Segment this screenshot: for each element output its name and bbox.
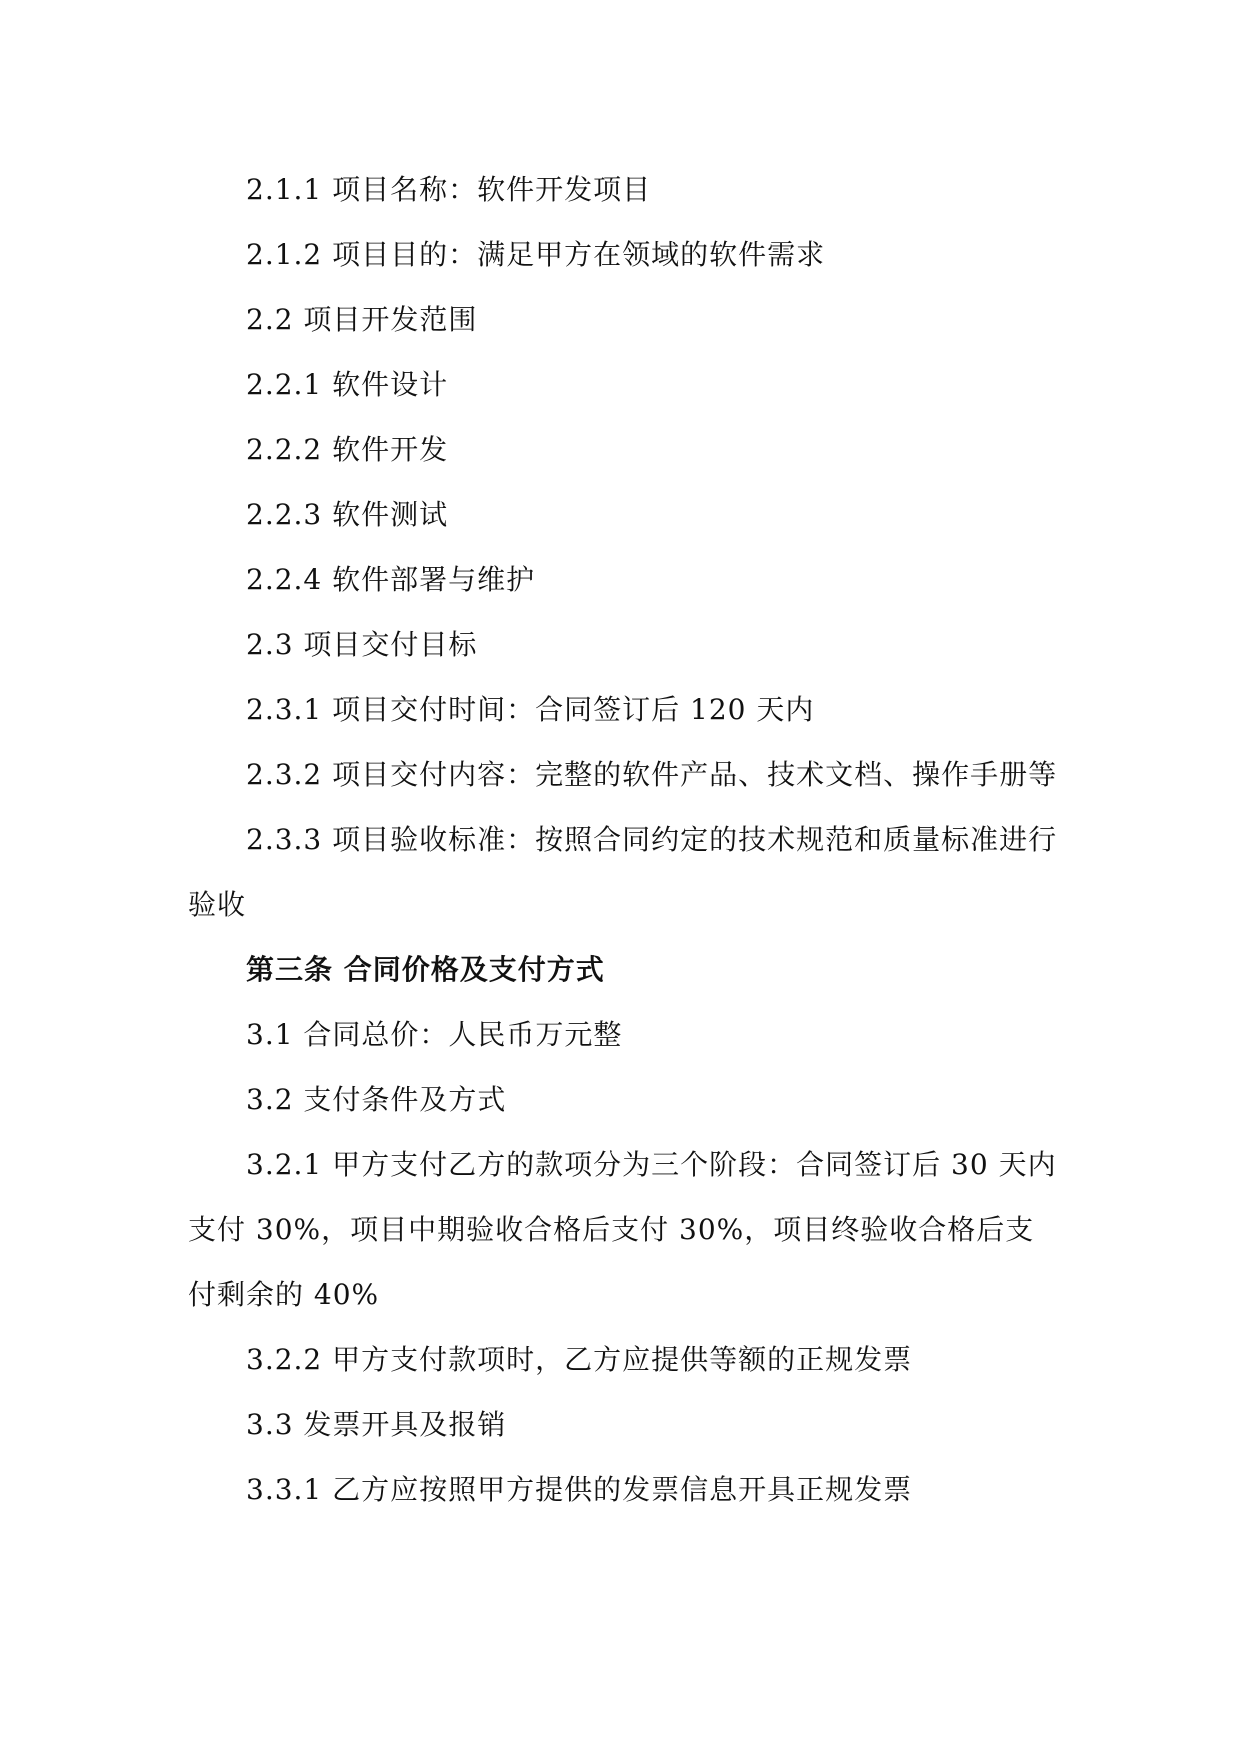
document-body — [188, 157, 1058, 1522]
clause-2-2-2: 2.2.2 软件开发 — [246, 433, 449, 466]
clause-2-3-2: 2.3.2 项目交付内容：完整的软件产品、技术文档、操作手册等 — [246, 758, 1058, 791]
clause-2-3-1: 2.3.1 项目交付时间：合同签订后 120 天内 — [246, 693, 815, 726]
clause-2-2-4: 2.2.4 软件部署与维护 — [246, 563, 536, 596]
clause-3-3: 3.3 发票开具及报销 — [246, 1408, 507, 1441]
clause-2-3-3: 2.3.3 项目验收标准：按照合同约定的技术规范和质量标准进行验收 — [188, 823, 1058, 921]
clause-2-1-2: 2.1.2 项目目的：满足甲方在领域的软件需求 — [246, 238, 826, 271]
clause-2-3: 2.3 项目交付目标 — [246, 628, 478, 661]
clause-2-1-1: 2.1.1 项目名称：软件开发项目 — [246, 173, 652, 206]
clause-2-2: 2.2 项目开发范围 — [246, 303, 478, 336]
clause-3-2: 3.2 支付条件及方式 — [246, 1083, 507, 1116]
section-heading-article-3: 第三条 合同价格及支付方式 — [246, 953, 605, 986]
clause-3-2-1: 3.2.1 甲方支付乙方的款项分为三个阶段：合同签订后 30 天内支付 30%，项目中期验收合格后支付 30%，项目终验收合格后支付剩余的 40% — [188, 1148, 1057, 1311]
clause-2-2-3: 2.2.3 软件测试 — [246, 498, 449, 531]
clause-3-2-2: 3.2.2 甲方支付款项时，乙方应提供等额的正规发票 — [246, 1343, 913, 1376]
clause-3-3-1: 3.3.1 乙方应按照甲方提供的发票信息开具正规发票 — [246, 1473, 913, 1506]
clause-2-2-1: 2.2.1 软件设计 — [246, 368, 449, 401]
clause-3-1: 3.1 合同总价：人民币万元整 — [246, 1018, 623, 1051]
